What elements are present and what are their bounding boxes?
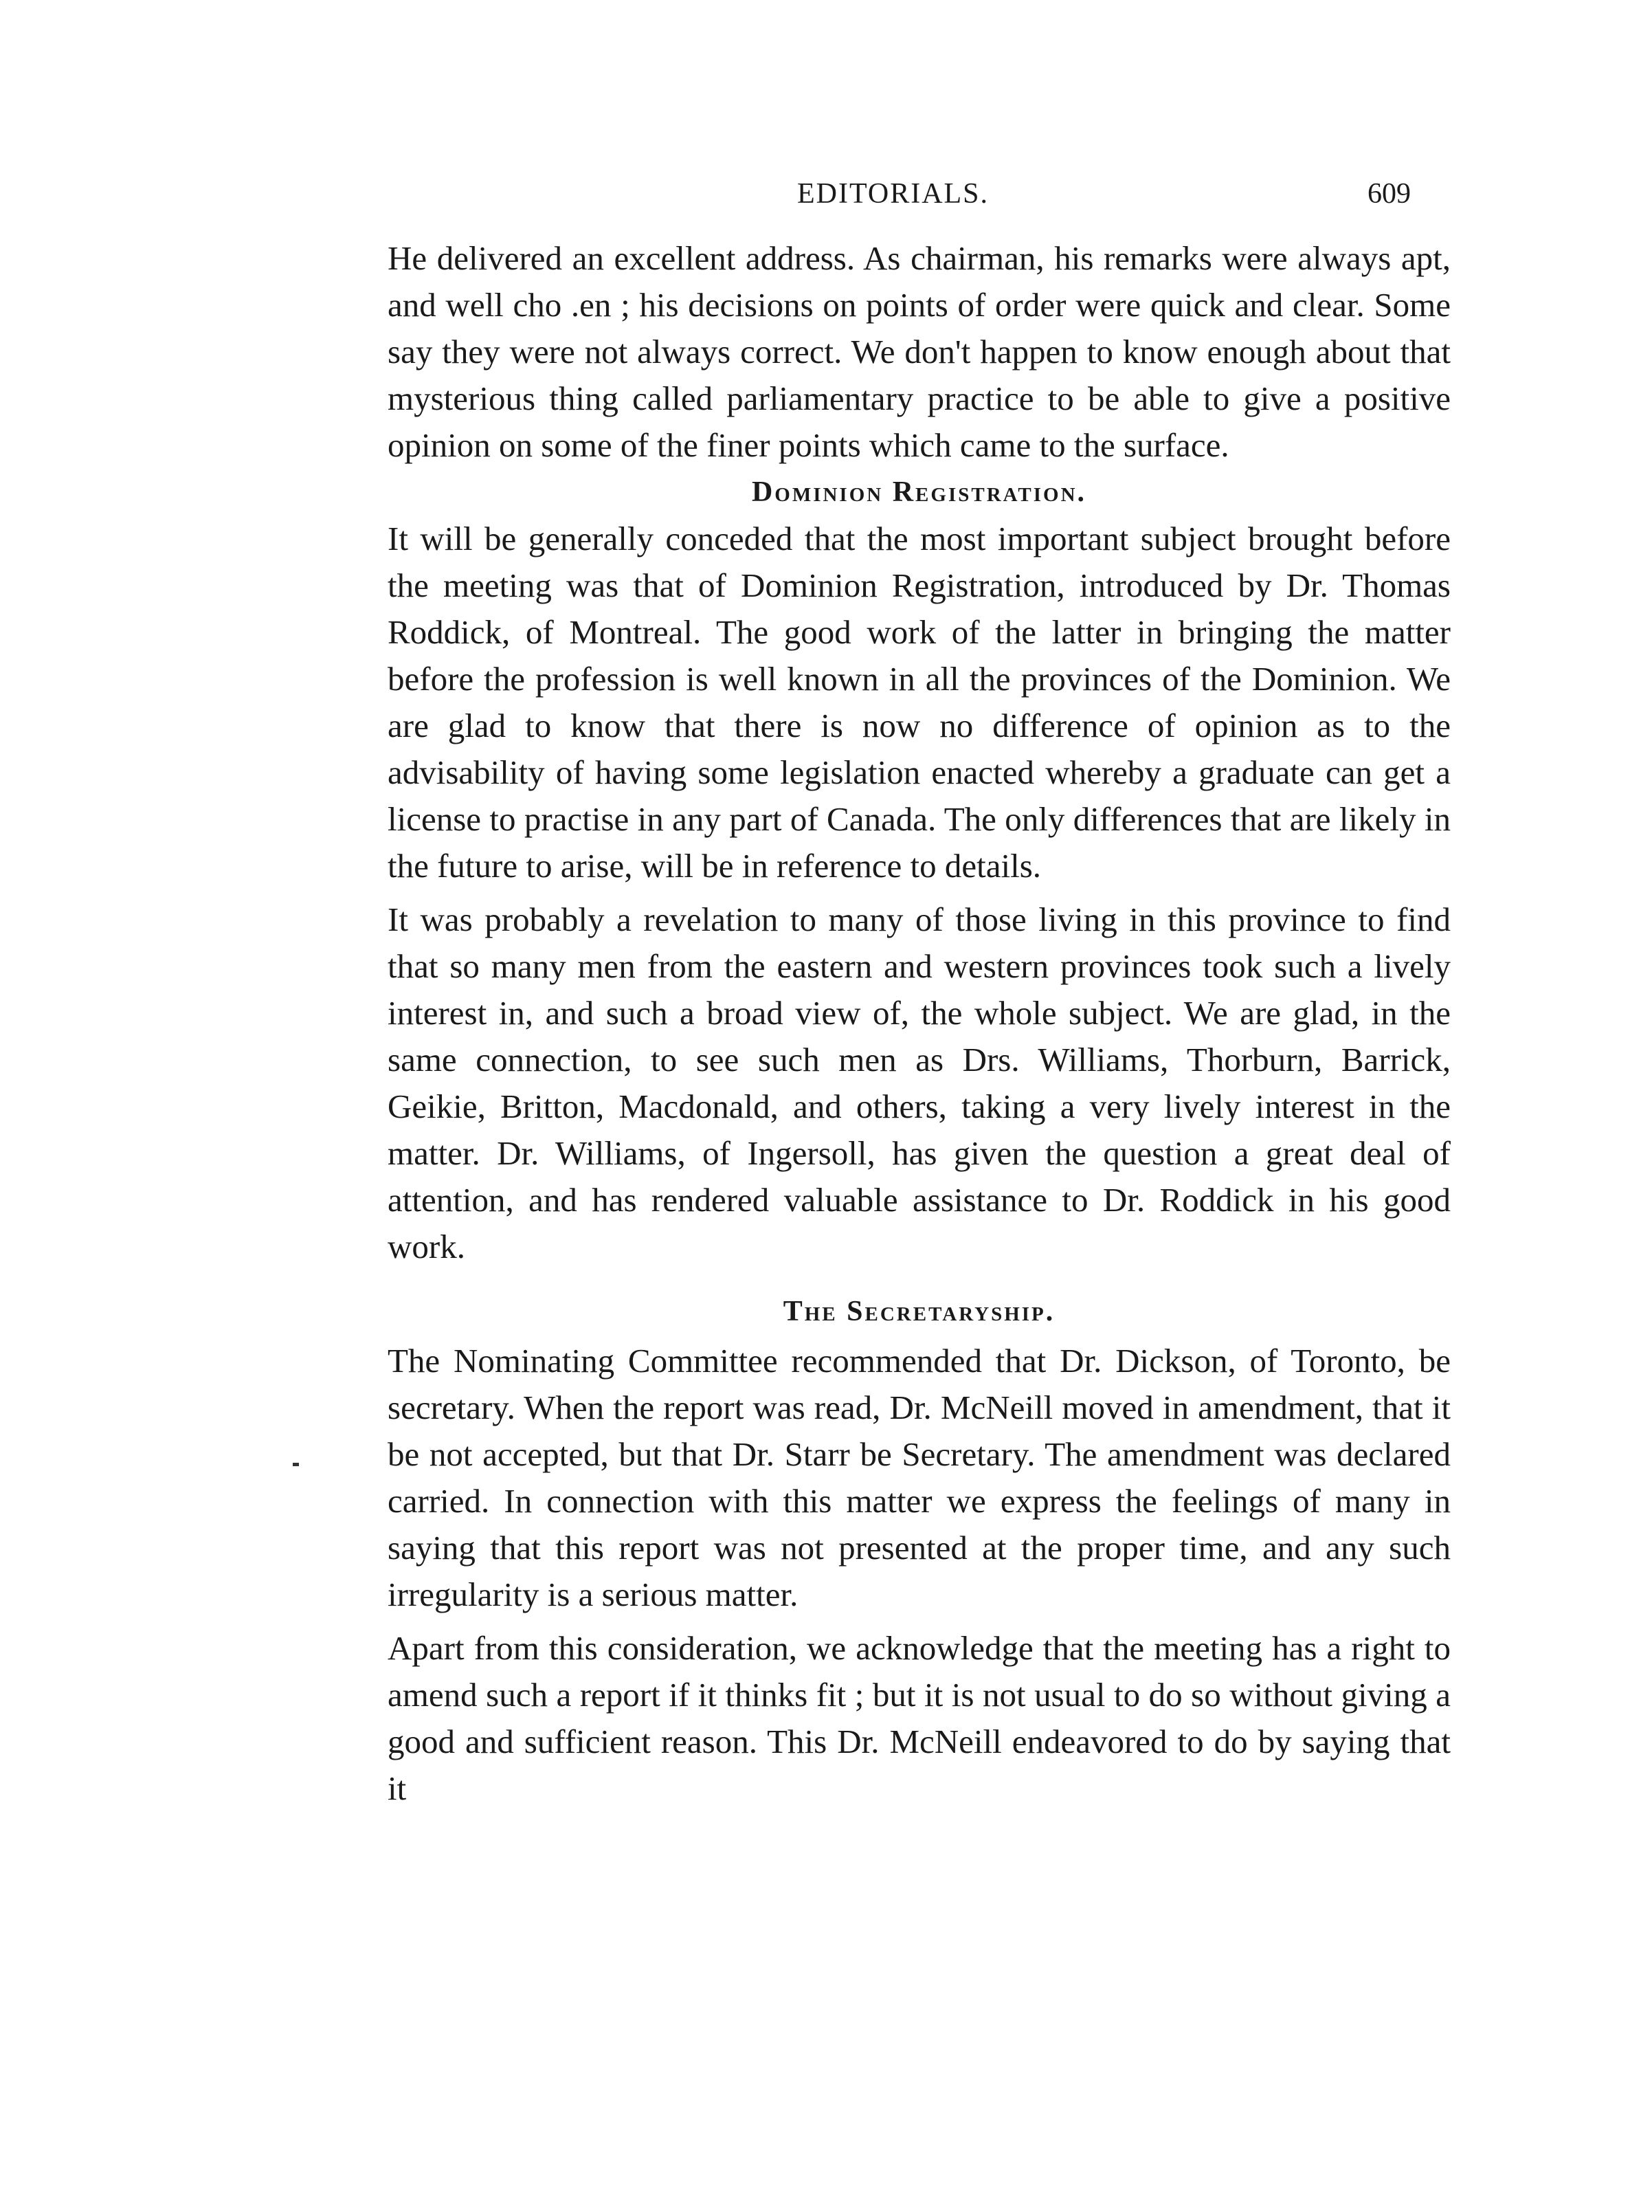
- text-column: [388, 235, 1451, 1812]
- running-header: [0, 177, 1652, 219]
- running-title: EDITORIALS.: [797, 178, 990, 210]
- paragraph-revelation: It was probably a revelation to many of those living in this province to find that so many men from the eastern and western provinces took such a lively interest in, and such a broad view of, the whole subject. We are glad, in the same connection, to see such men as Drs. Williams, Thorburn, Barrick, Geikie, Britton, Macdonald, and others, taking a very lively interest in the matter. Dr. Williams, of Ingersoll, has given the question a great deal of attention, and has rendered valuable assistance to Dr. Roddick in his good work.: [388, 900, 1451, 1265]
- paragraph-registration: It will be generally conceded that the most important subject brought before the meeting was that of Dominion Registration, introduced by Dr. Thomas Roddick, of Montreal. The good work of the latter in bringing the matter before the profession is well known in all the provinces of the Dominion. We are glad to know that there is now no difference of opinion as to the advisability of having some legislation enacted whereby a graduate can get a license to practise in any part of Canada. The only differences that are likely in the future to arise, will be in reference to details.: [388, 520, 1451, 885]
- paragraph-nominating-committee: The Nominating Committee recommended that Dr. Dickson, of Toronto, be secretary. When the report was read, Dr. McNeill moved in amendment, that it be not accepted, but that Dr. Starr be Secretary. The amendment was declared carried. In connection with this matter we express the feelings of many in saying that this report was not presented at the proper time, and any such irregularity is a serious matter.: [388, 1342, 1451, 1613]
- paragraph-apart: Apart from this consideration, we acknowledge that the meeting has a right to amend such a report if it thinks fit ; but it is not usual to do so without giving a good and sufficient reason. This Dr. McNeill endeavored to do by saying that it: [388, 1629, 1451, 1807]
- page-number: 609: [1368, 178, 1411, 210]
- paragraph-address: He delivered an excellent address. As chairman, his remarks were always apt, and well cho .en ; his decisions on points of order were quick and clear. Some say they were not always correct. We don't happen to know enough about that mysterious thing called parliamentary practice to be able to give a positive opinion on some of the finer points which came to the surface.: [388, 239, 1451, 464]
- heading-dominion-registration: Dominion Registration.: [751, 476, 1087, 508]
- heading-secretaryship: The Secretaryship.: [783, 1296, 1056, 1327]
- margin-mark: [293, 1463, 299, 1466]
